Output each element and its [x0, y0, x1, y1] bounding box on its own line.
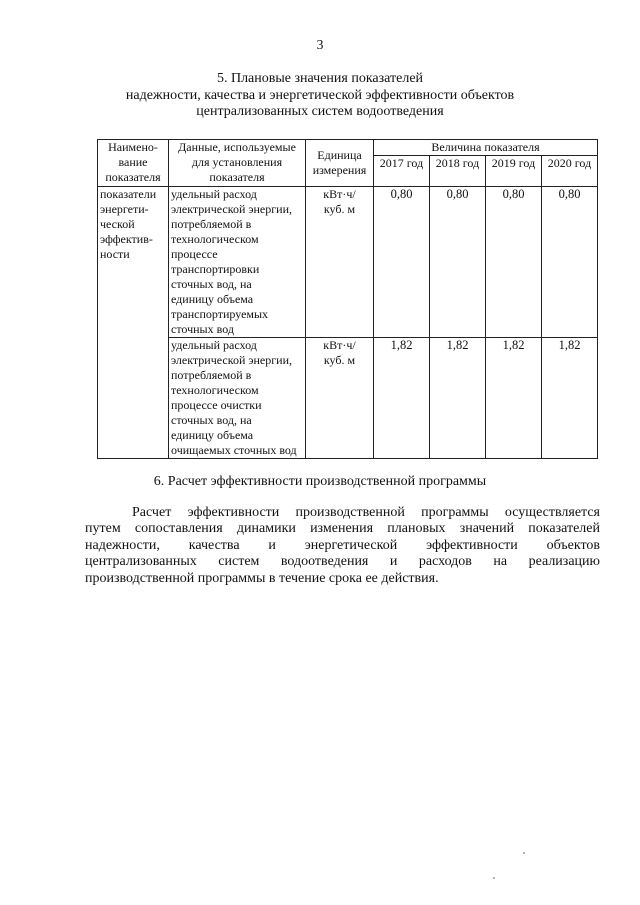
row-2-value-2018: 1,82: [430, 338, 486, 459]
section-6-heading: [60, 474, 580, 491]
unit-line: куб. м: [323, 353, 356, 367]
section-5-heading-line: централизованных систем водоотведения: [196, 104, 444, 119]
header-text-line: показателя: [105, 170, 161, 184]
header-year-2019: 2019 год: [486, 156, 542, 187]
paragraph-line: централизованных систем водоотведения и расходов на реализацию: [85, 554, 600, 570]
description-line: удельный расход: [171, 338, 257, 352]
efficiency-paragraph: [85, 505, 600, 587]
row-1-unit: [306, 187, 374, 338]
header-year-2018: 2018 год: [430, 156, 486, 187]
row-2-value-2020: 1,82: [542, 338, 598, 459]
scan-speck: [523, 852, 525, 854]
row-2-value-2017: 1,82: [374, 338, 430, 459]
unit-line: кВт·ч/: [323, 187, 356, 201]
unit-line: кВт·ч/: [323, 338, 356, 352]
description-line: удельный расход: [171, 187, 257, 201]
description-line: сточных вод, на: [171, 413, 252, 427]
indicator-name-line: эффектив-: [100, 232, 153, 246]
section-5-heading-line: 5. Плановые значения показателей: [216, 71, 424, 86]
row-2-value-2019: 1,82: [486, 338, 542, 459]
description-line: очищаемых сточных вод: [171, 443, 297, 457]
header-text-line: показателя: [209, 170, 265, 184]
section-5-heading-line: надежности, качества и энергетической эффективности объектов: [125, 87, 515, 103]
indicator-name-line: ности: [100, 247, 130, 261]
page-number: 3: [316, 38, 324, 53]
header-indicator-name: [98, 140, 169, 187]
indicators-table: [97, 139, 598, 459]
row-1-value-2019: 0,80: [486, 187, 542, 338]
header-text-line: для установления: [191, 155, 283, 169]
header-text-line: вание: [118, 155, 148, 169]
header-text-line: Данные, используемые: [178, 140, 296, 154]
description-line: электрической энергии,: [171, 202, 293, 216]
unit-line: куб. м: [323, 202, 356, 216]
row-1-value-2018: 0,80: [430, 187, 486, 338]
header-data-used: [169, 140, 306, 187]
header-year-2020: 2020 год: [542, 156, 598, 187]
description-line: единицу объема: [171, 292, 254, 306]
header-unit: [306, 140, 374, 187]
row-1-description: [169, 187, 306, 338]
row-2-description: [169, 338, 306, 459]
header-text-line: Наимено-: [108, 140, 158, 154]
description-line: единицу объема: [171, 428, 254, 442]
paragraph-line: Расчет эффективности производственной программы осуществляется: [132, 505, 600, 520]
section-5-heading: [60, 71, 580, 121]
description-line: технологическом: [171, 383, 259, 397]
description-line: сточных вод: [171, 322, 234, 336]
row-1-value-2017: 0,80: [374, 187, 430, 338]
header-text-line: измерения: [312, 163, 367, 177]
scan-speck: [493, 877, 495, 879]
indicator-name-line: показатели: [100, 187, 157, 201]
description-line: электрической энергии,: [171, 353, 293, 367]
header-text-line: Единица: [317, 148, 362, 162]
paragraph-line: производственной программы в течение срока ее действия.: [85, 570, 439, 586]
row-1-value-2020: 0,80: [542, 187, 598, 338]
description-line: процессе очистки: [171, 398, 262, 412]
row-2-unit: [306, 338, 374, 459]
indicator-name-line: энергети-: [100, 202, 149, 216]
paragraph-line: надежности, качества и энергетической эффективности объектов: [85, 537, 600, 553]
description-line: транспортируемых: [171, 307, 269, 321]
description-line: потребляемой в: [171, 368, 252, 382]
description-line: сточных вод, на: [171, 277, 252, 291]
indicator-group-name: [98, 187, 169, 459]
description-line: потребляемой в: [171, 217, 252, 231]
description-line: технологическом: [171, 232, 259, 246]
header-value-group: Величина показателя: [374, 140, 598, 156]
description-line: процессе: [171, 247, 218, 261]
header-year-2017: 2017 год: [374, 156, 430, 187]
description-line: транспортировки: [171, 262, 260, 276]
indicator-name-line: ческой: [100, 217, 135, 231]
section-6-heading-line: 6. Расчет эффективности производственной программы: [153, 474, 487, 489]
paragraph-line: путем сопоставления динамики изменения плановых значений показателей: [85, 521, 600, 537]
